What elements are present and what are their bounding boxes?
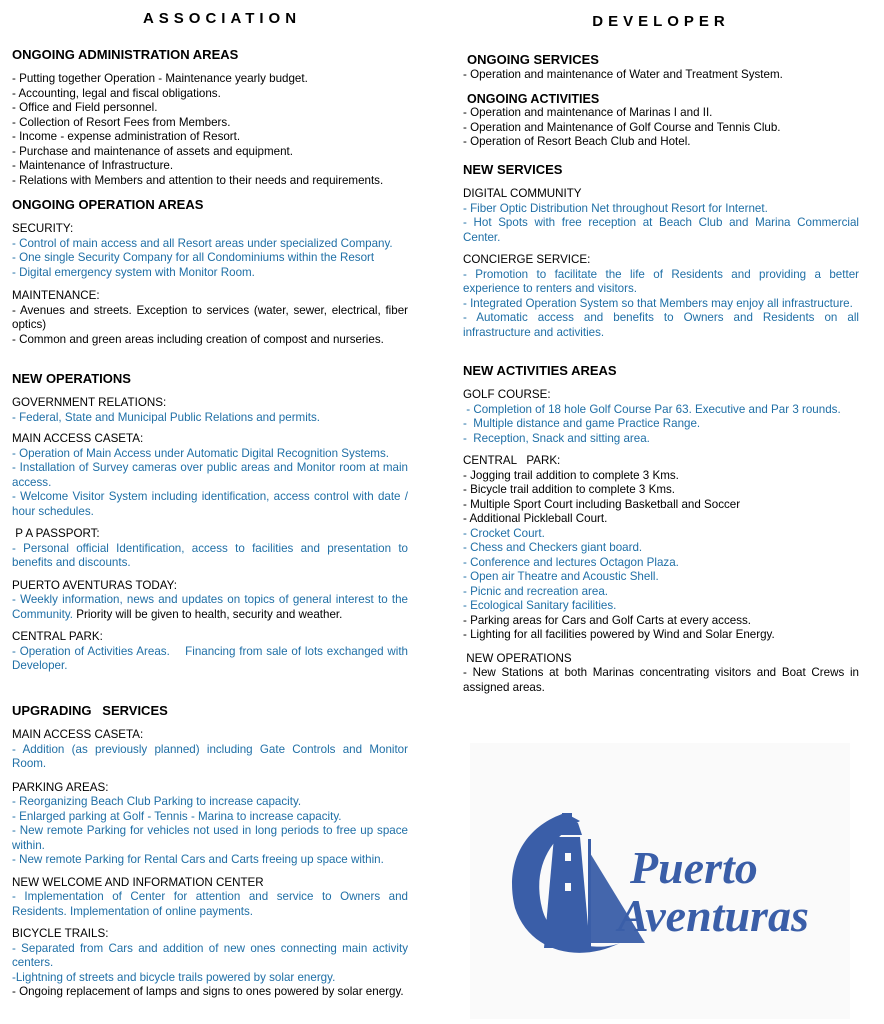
services-heading: ONGOING SERVICES (467, 52, 599, 67)
list-item: - New remote Parking for vehicles not used in long periods to free up space within. (12, 824, 408, 852)
new-activities-section (463, 363, 859, 695)
maintenance-label: MAINTENANCE: (12, 289, 100, 302)
parking-label: PARKING AREAS: (12, 780, 109, 794)
list-item: - Parking areas for Cars and Golf Carts at every access. (463, 613, 752, 627)
list-item: - New Stations at both Marinas concentrating visitors and Boat Crews in assigned areas. (463, 666, 859, 694)
list-item: - Crocket Court. (463, 526, 545, 540)
list-item: - Avenues and streets. Exception to services (water, sewer, electrical, fiber optics) (12, 303, 408, 331)
new-services-section (463, 162, 859, 340)
list-item: - Welcome Visitor System including identification, access control with date / hour schedules. (12, 490, 408, 518)
list-item: - Collection of Resort Fees from Members. (12, 115, 231, 129)
list-item: - Completion of 18 hole Golf Course Par 63. Executive and Par 3 rounds. (463, 402, 841, 416)
golf-label: GOLF COURSE: (463, 388, 551, 401)
list-item: - Integrated Operation System so that Members may enjoy all infrastructure. (463, 296, 853, 310)
passport-label: P A PASSPORT: (12, 527, 100, 540)
list-item: - Operation and Maintenance of Golf Course and Tennis Club. (463, 120, 781, 134)
services-section (467, 52, 863, 68)
list-item: - Chess and Checkers giant board. (463, 541, 643, 554)
list-item: - Purchase and maintenance of assets and equipment. (12, 144, 294, 158)
activities-section (467, 91, 863, 107)
list-item: - Hot Spots with free reception at Beach Club and Marina Commercial Center. (463, 216, 859, 244)
new-operations-label: NEW OPERATIONS (463, 651, 572, 665)
list-item: - Installation of Survey cameras over public areas and Monitor room at main access. (12, 461, 408, 489)
list-item: - Personal official Identification, access to facilities and presentation to benefits and discounts. (12, 541, 408, 569)
list-item: - Operation and maintenance of Marinas I and II. (463, 106, 713, 119)
logo-line1: Puerto (630, 842, 758, 893)
new-operations-section (12, 371, 412, 674)
list-item: - Multiple distance and game Practice Range. (463, 417, 701, 430)
activities-heading: ONGOING ACTIVITIES (467, 92, 600, 106)
digital-label: DIGITAL COMMUNITY (463, 187, 582, 200)
list-item: - Ecological Sanitary facilities. (463, 599, 617, 612)
list-item: - Reorganizing Beach Club Parking to increase capacity. (12, 795, 302, 808)
list-item: - Addition (as previously planned) including Gate Controls and Monitor Room. (12, 742, 408, 770)
list-item: -Lightning of streets and bicycle trails powered by solar energy. (12, 970, 336, 984)
list-item: - Operation of Main Access under Automatic Digital Recognition Systems. (12, 446, 389, 460)
welcome-label: NEW WELCOME AND INFORMATION CENTER (12, 875, 264, 889)
developer-title: DEVELOPER (592, 13, 730, 30)
list-item: - Enlarged parking at Golf - Tennis - Marina to increase capacity. (12, 809, 342, 823)
upgrading-section (12, 703, 408, 1000)
list-item: - Bicycle trail addition to complete 3 Kms. (463, 483, 675, 496)
list-item: - Open air Theatre and Acoustic Shell. (463, 570, 659, 583)
concierge-label: CONCIERGE SERVICE: (463, 253, 591, 266)
today-blue-text: - Weekly information, news and updates on topics of general interest to the Community. (12, 593, 408, 621)
today-black-text: Priority will be given to health, security and weather. (73, 607, 343, 621)
list-item: - Digital emergency system with Monitor Room. (12, 265, 255, 279)
list-item: - Additional Pickleball Court. (463, 512, 608, 525)
list-item: - Implementation of Center for attention and service to Owners and Residents. Implementation of online payments. (12, 890, 408, 918)
activities-list (463, 106, 859, 150)
puerto-aventuras-logo (470, 743, 850, 1019)
association-title: ASSOCIATION (142, 10, 302, 27)
new-operations-heading: NEW OPERATIONS (12, 371, 131, 386)
list-item: - Operation and maintenance of Water and Treatment System. (463, 68, 783, 81)
central-park-label: CENTRAL PARK: (12, 630, 103, 643)
new-activities-heading: NEW ACTIVITIES AREAS (463, 363, 617, 378)
list-item: - Operation of Resort Beach Club and Hotel. (463, 135, 691, 148)
gov-label: GOVERNMENT RELATIONS: (12, 396, 167, 409)
list-item: - Maintenance of Infrastructure. (12, 159, 174, 172)
list-item: - Relations with Members and attention to their needs and requirements. (12, 173, 384, 187)
list-item: - Jogging trail addition to complete 3 Kms. (463, 468, 679, 482)
services-list (463, 68, 859, 83)
list-item: - Promotion to facilitate the life of Residents and providing a better experience to renters and visitors. (463, 267, 859, 295)
upgrading-heading: UPGRADING SERVICES (12, 703, 168, 718)
list-item: - Fiber Optic Distribution Net throughout Resort for Internet. (463, 201, 768, 215)
operation-section (12, 197, 408, 347)
operation-heading: ONGOING OPERATION AREAS (12, 197, 204, 212)
list-item: - New remote Parking for Rental Cars and Carts freeing up space within. (12, 853, 384, 866)
list-item: - Income - expense administration of Resort. (12, 130, 241, 143)
list-item: - Picnic and recreation area. (463, 584, 608, 598)
list-item: - Federal, State and Municipal Public Relations and permits. (12, 410, 321, 424)
list-item: - One single Security Company for all Condominiums within the Resort (12, 251, 375, 264)
list-item: - Control of main access and all Resort areas under specialized Company. (12, 236, 393, 250)
list-item: - Ongoing replacement of lamps and signs to ones powered by solar energy. (12, 985, 404, 998)
caseta-label: MAIN ACCESS CASETA: (12, 432, 144, 445)
list-item: - Conference and lectures Octagon Plaza. (463, 555, 679, 569)
new-services-heading: NEW SERVICES (463, 162, 563, 177)
admin-heading: ONGOING ADMINISTRATION AREAS (12, 47, 239, 62)
list-item: - Accounting, legal and fiscal obligations. (12, 86, 221, 100)
list-item: - Reception, Snack and sitting area. (463, 431, 650, 445)
central-park-label: CENTRAL PARK: (463, 454, 561, 467)
security-label: SECURITY: (12, 222, 74, 235)
list-item: - Multiple Sport Court including Basketball and Soccer (463, 497, 741, 511)
list-item: - Office and Field personnel. (12, 101, 158, 114)
upg-caseta-label: MAIN ACCESS CASETA: (12, 728, 144, 741)
list-item: - Operation of Activities Areas. Financing from sale of lots exchanged with Developer. (12, 644, 412, 672)
list-item: - Separated from Cars and addition of new ones connecting main activity centers. (12, 941, 408, 969)
list-item: - Automatic access and benefits to Owners and Residents on all infrastructure and activities. (463, 311, 859, 339)
today-label: PUERTO AVENTURAS TODAY: (12, 578, 177, 592)
logo-line2: Aventuras (618, 890, 809, 941)
list-item: - Common and green areas including creation of compost and nurseries. (12, 332, 384, 346)
bicycle-label: BICYCLE TRAILS: (12, 927, 109, 940)
admin-section (12, 47, 408, 188)
logo-image (470, 743, 850, 1019)
list-item: - Putting together Operation - Maintenance yearly budget. (12, 72, 308, 85)
list-item (12, 593, 408, 622)
list-item: - Lighting for all facilities powered by Wind and Solar Energy. (463, 628, 775, 641)
